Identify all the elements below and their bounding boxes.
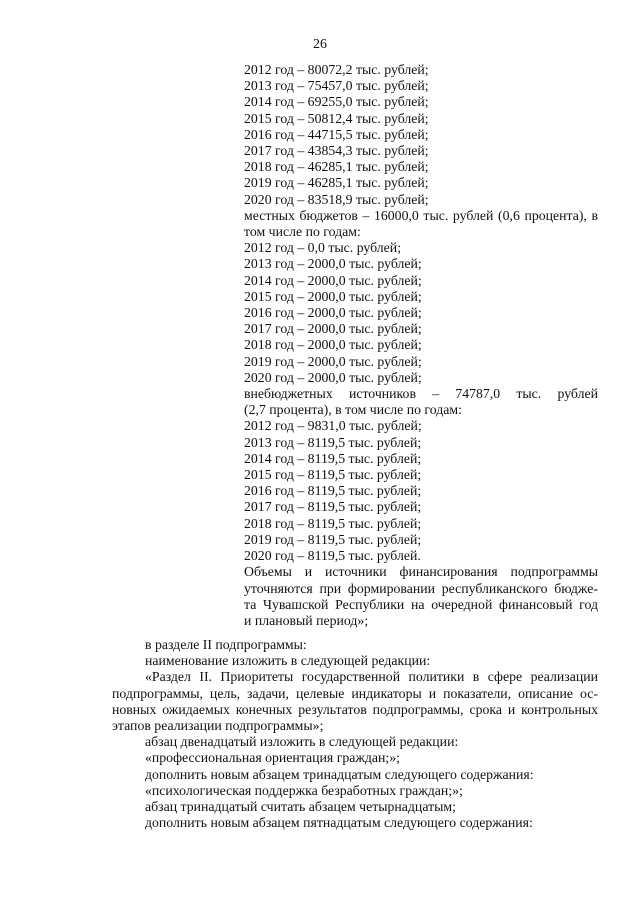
text-line: подпрограммы, цель, задачи, целевые индикаторы и показатели, описание ос- [112,685,598,701]
list-item: 2017 год – 2000,0 тыс. рублей; [244,321,422,337]
list-item: 2013 год – 8119,5 тыс. рублей; [244,434,422,450]
paragraph: абзац тринадцатый считать абзацем четырнадцатым; [145,799,456,815]
extra-budget-intro [244,386,598,418]
page-number: 26 [313,37,327,52]
text-line: «Раздел II. Приоритеты государственной политики в сфере реализации [145,669,598,685]
list-item: 2015 год – 8119,5 тыс. рублей; [244,467,422,483]
local-budget-list [244,240,598,386]
paragraph: в разделе II подпрограммы: [145,637,307,652]
local-budgets-intro [244,208,598,240]
list-item: 2018 год – 8119,5 тыс. рублей; [244,515,422,531]
list-item: 2019 год – 2000,0 тыс. рублей; [244,353,422,369]
list-item: 2016 год – 2000,0 тыс. рублей; [244,305,422,321]
list-item: 2013 год – 75457,0 тыс. рублей; [244,78,429,94]
amendments-text [112,637,598,831]
list-item: 2020 год – 2000,0 тыс. рублей; [244,369,422,385]
paragraph: «психологическая поддержка безработных граждан;»; [145,782,463,798]
paragraph: «профессиональная ориентация граждан;»; [145,750,400,766]
list-item: 2018 год – 46285,1 тыс. рублей; [244,159,429,175]
text-line: та Чувашской Республики на очередной финансовый год [244,596,598,612]
list-item: 2012 год – 80072,2 тыс. рублей; [244,62,429,77]
list-item: 2014 год – 2000,0 тыс. рублей; [244,272,422,288]
list-item: 2012 год – 9831,0 тыс. рублей; [244,418,422,434]
extra-budget-list [244,418,598,564]
list-item: 2018 год – 2000,0 тыс. рублей; [244,337,422,353]
text-line: местных бюджетов – 16000,0 тыс. рублей (0,6 процента), в [244,207,598,223]
list-item: 2013 год – 2000,0 тыс. рублей; [244,256,422,272]
paragraph: дополнить новым абзацем тринадцатым следующего содержания: [145,766,534,782]
list-item: 2015 год – 2000,0 тыс. рублей; [244,288,422,304]
list-item: 2020 год – 8119,5 тыс. рублей. [244,548,421,564]
paragraph: наименование изложить в следующей редакции: [145,653,431,669]
list-item: 2015 год – 50812,4 тыс. рублей; [244,110,429,126]
list-item: 2019 год – 8119,5 тыс. рублей; [244,531,422,547]
text-line: новных ожидаемых конечных результатов подпрограммы, срока и контрольных [112,701,598,717]
paragraph: дополнить новым абзацем пятнадцатым следующего содержания: [145,815,533,831]
list-item: 2016 год – 44715,5 тыс. рублей; [244,126,429,142]
text-line: внебюджетных источников – 74787,0 тыс. рублей [244,386,598,402]
paragraph: абзац двенадцатый изложить в следующей редакции: [145,734,459,750]
list-item: 2020 год – 83518,9 тыс. рублей; [244,191,429,207]
text-line: (2,7 процента), в том числе по годам: [244,402,462,418]
financing-column [244,62,598,629]
text-line: и плановый период»; [244,612,369,628]
text-line: этапов реализации подпрограммы»; [112,718,324,734]
list-item: 2017 год – 43854,3 тыс. рублей; [244,143,429,159]
text-line: том числе по годам: [244,224,361,240]
list-item: 2019 год – 46285,1 тыс. рублей; [244,175,429,191]
text-line: уточняются при формировании республиканского бюдже- [244,580,598,596]
section-title-quote [112,669,598,734]
list-item: 2017 год – 8119,5 тыс. рублей; [244,499,422,515]
list-item: 2012 год – 0,0 тыс. рублей; [244,240,402,256]
list-item: 2014 год – 8119,5 тыс. рублей; [244,450,422,466]
list-item: 2016 год – 8119,5 тыс. рублей; [244,483,422,499]
text-line: Объемы и источники финансирования подпрограммы [244,564,598,580]
volumes-note [244,564,598,629]
list-item: 2014 год – 69255,0 тыс. рублей; [244,94,429,110]
republic-budget-list [244,62,598,208]
